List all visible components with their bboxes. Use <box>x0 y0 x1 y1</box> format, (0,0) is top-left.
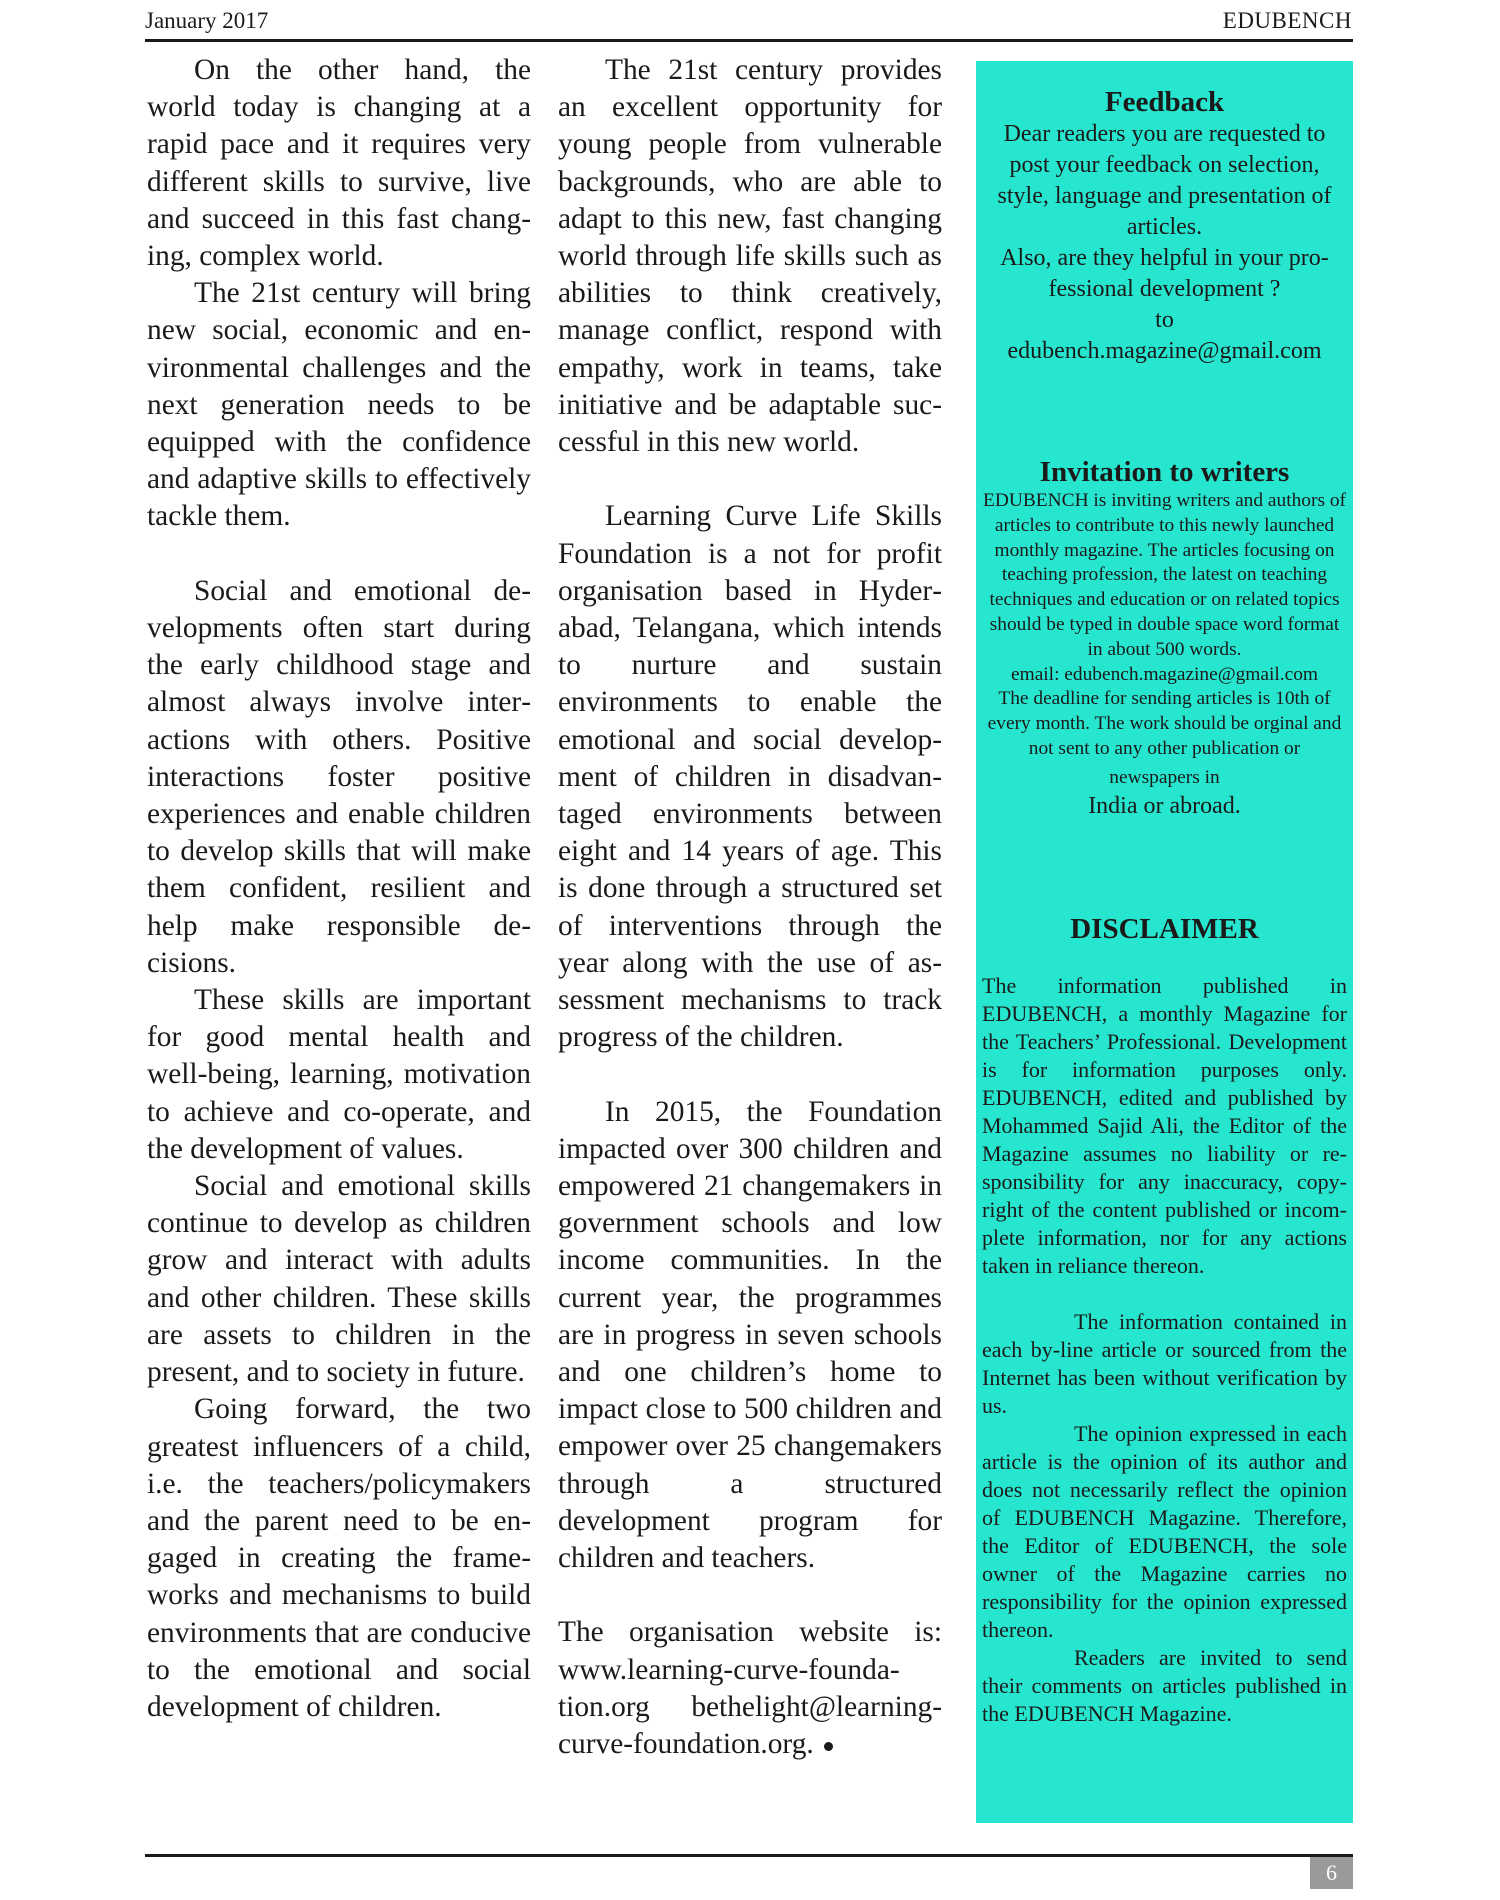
invitation-email: email: edubench.magazine@gmail.com <box>1011 663 1318 685</box>
paragraph: In 2015, the Foundation impacted over 300 children and empowered 21 changemakers in government schools and low income communities. In the current year, the programmes are in progress in seven schools and one children’s home to impact close to 500 children and empower over 25 changemakers through a structured development program for children and teachers. <box>558 1095 942 1575</box>
header-divider <box>145 39 1353 42</box>
paragraph: These skills are important for good mental health and well-being, learning, motivation to achieve and co-operate, and the development of values. <box>147 984 531 1165</box>
header-magazine-name: EDUBENCH <box>1222 8 1352 33</box>
disclaimer-paragraph: Readers are invited to send their comments on articles published in the EDUBENCH Magazine. <box>982 1644 1347 1726</box>
article-column-1 <box>147 52 531 1726</box>
paragraph: On the other hand, the world today is changing at a rapid pace and it requires very different skills to survive, live and succeed in this fast changing, complex world. <box>147 54 531 273</box>
page-number: 6 <box>1310 1857 1353 1889</box>
header-date: January 2017 <box>145 8 269 33</box>
feedback-email: edubench.magazine@gmail.com <box>1007 338 1322 364</box>
end-bullet-icon <box>824 1742 833 1751</box>
sidebar-box <box>976 61 1353 1823</box>
feedback-body: Dear readers you are requested to post your feedback on selection, style, language and presentation of articles. <box>997 121 1332 240</box>
invitation-title: Invitation to writers <box>1039 456 1290 488</box>
paragraph: Learning Curve Life Skills Foundation is a not for profit organisation based in Hyderabad, Telangana, which intends to nurture and sustain environments to enable the emotional and social development of children in disadvantaged environments between eight and 14 years of age. This is done through a structured set of interventions through the year along with the use of assessment mechanisms to track progress of the children. <box>558 500 942 1054</box>
footer-divider <box>145 1854 1353 1857</box>
invitation-abroad: India or abroad. <box>1088 792 1241 819</box>
disclaimer-paragraph: The information published in EDUBENCH, a monthly Magazine for the Teachers’ Professional. Development is for information purposes only. EDUBENCH, edited and published by Mohammed Sajid Ali, the Editor of the Magazine assumes no liability or responsibility for any inaccuracy, copyright of the content published or incomplete information, nor for any actions taken in reliance thereon. <box>982 972 1347 1278</box>
website-text: The organisation website is: www.learning-curve-foundation.org bethelight@learning-curve-foundation.org. <box>558 1616 942 1761</box>
disclaimer-paragraph: The opinion expressed in each article is the opinion of its author and does not necessarily reflect the opinion of EDUBENCH Magazine. Therefore, the Editor of EDUBENCH, the sole owner of the Magazine carries no responsibility for the opinion expressed thereon. <box>982 1420 1347 1642</box>
feedback-question: Also, are they helpful in your professional development ? <box>1000 245 1329 302</box>
paragraph: Social and emotional skills continue to develop as children grow and interact with adults and other children. These skills are assets to children in the present, and to society in future. <box>147 1170 531 1389</box>
disclaimer-paragraph: The information contained in each by-line article or sourced from the Internet has been without verification by us. <box>982 1308 1347 1418</box>
feedback-title: Feedback <box>1104 86 1225 118</box>
invitation-deadline: The deadline for sending articles is 10th of every month. The work should be orginal and not sent to any other publication or <box>987 688 1342 759</box>
invitation-newspapers: newspapers in <box>1109 766 1220 788</box>
paragraph: Social and emotional developments often start during the early childhood stage and almost always involve interactions with others. Positive interactions foster positive experiences and enable children to develop skills that will make them confident, resilient and help make responsible decisions. <box>147 574 531 979</box>
paragraph: The 21st century will bring new social, economic and environmental challenges and the next generation needs to be equipped with the confidence and adaptive skills to effectively tackle them. <box>147 277 531 533</box>
invitation-body: EDUBENCH is inviting writers and authors of articles to contribute to this newly launched monthly magazine. The articles focusing on teaching profession, the latest on teaching techniques and education or on related topics should be typed in double space word format in about 500 words. <box>983 490 1346 660</box>
paragraph: Going forward, the two greatest influencers of a child, i.e. the teachers/policymakers and the parent need to be engaged in creating the frameworks and mechanisms to build environments that are conducive to the emotional and social development of children. <box>147 1393 531 1723</box>
disclaimer-title: DISCLAIMER <box>1070 912 1259 945</box>
article-column-2 <box>558 52 942 1763</box>
feedback-to: to <box>1155 307 1174 333</box>
paragraph-website <box>558 1614 942 1763</box>
paragraph: The 21st century provides an excellent opportunity for young people from vulnerable backgrounds, who are able to adapt to this new, fast changing world through life skills such as abilities to think creatively, manage conflict, respond with empathy, work in teams, take initiative and be adaptable successful in this new world. <box>558 54 942 459</box>
